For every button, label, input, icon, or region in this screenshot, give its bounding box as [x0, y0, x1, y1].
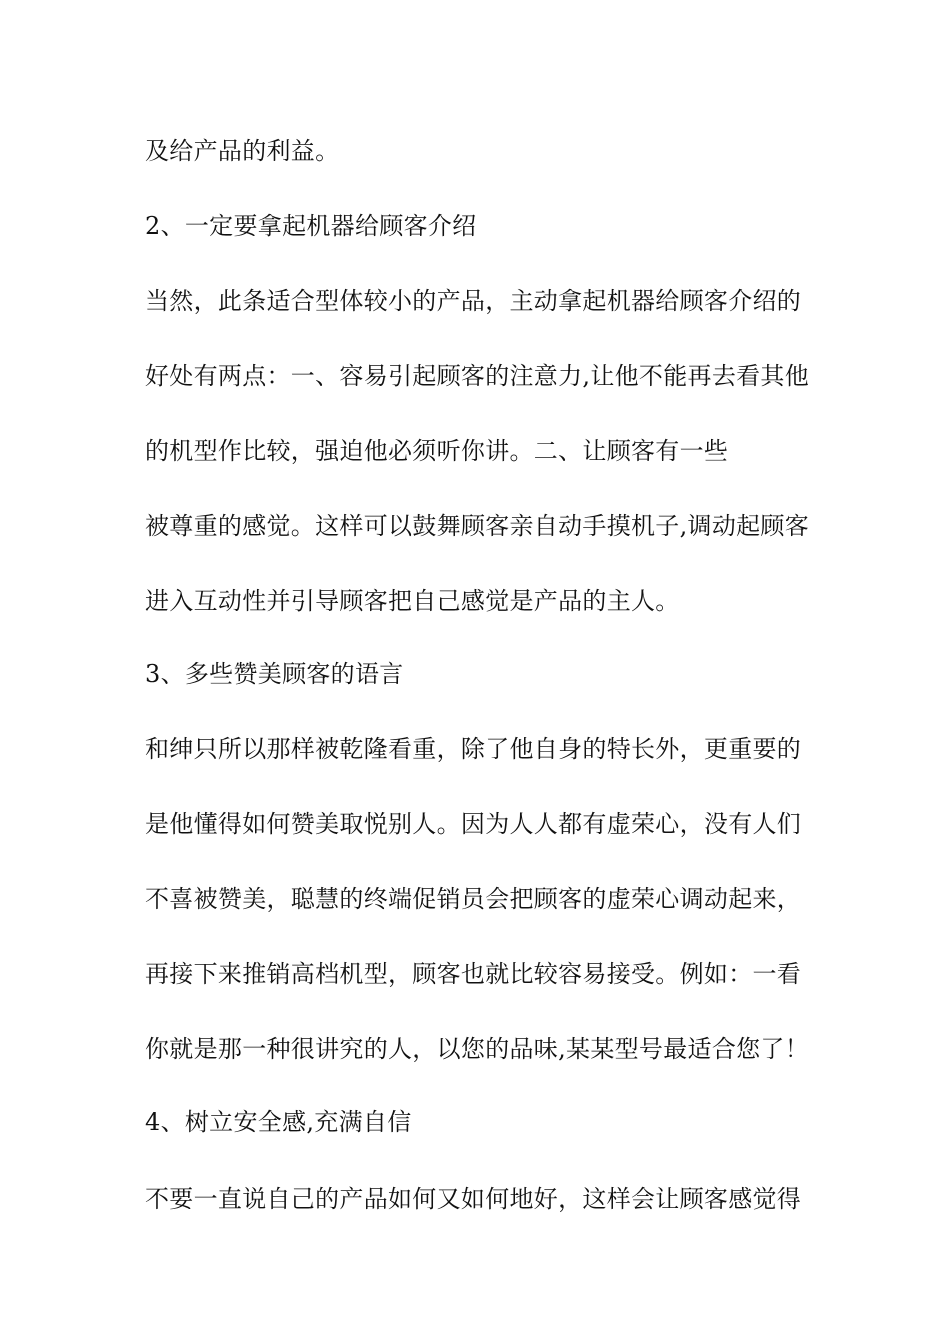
- paragraph-line: 好处有两点：一、容易引起顾客的注意力,让他不能再去看其他: [145, 362, 810, 390]
- paragraph-line: 的机型作比较，强迫他必须听你讲。二、让顾客有一些: [145, 437, 729, 465]
- paragraph-line: 当然，此条适合型体较小的产品，主动拿起机器给顾客介绍的: [145, 287, 802, 315]
- paragraph-line: 不喜被赞美，聪慧的终端促销员会把顾客的虚荣心调动起来，: [145, 885, 802, 913]
- paragraph-line: 是他懂得如何赞美取悦别人。因为人人都有虚荣心，没有人们: [145, 810, 802, 838]
- section-heading-2: 2、一定要拿起机器给顾客介绍: [145, 212, 477, 240]
- paragraph-line: 进入互动性并引导顾客把自己感觉是产品的主人。: [145, 587, 680, 615]
- section-heading-3: 3、多些赞美顾客的语言: [145, 660, 404, 688]
- paragraph-line: 不要一直说自己的产品如何又如何地好，这样会让顾客感觉得: [145, 1185, 802, 1213]
- section-heading-4: 4、树立安全感,充满自信: [145, 1108, 412, 1136]
- paragraph-line: 你就是那一种很讲究的人，以您的品味,某某型号最适合您了！: [145, 1035, 810, 1063]
- paragraph-line: 及给产品的利益。: [145, 137, 340, 165]
- paragraph-line: 被尊重的感觉。这样可以鼓舞顾客亲自动手摸机子,调动起顾客: [145, 512, 810, 540]
- paragraph-line: 再接下来推销高档机型，顾客也就比较容易接受。例如：一看: [145, 960, 802, 988]
- paragraph-line: 和绅只所以那样被乾隆看重，除了他自身的特长外，更重要的: [145, 735, 802, 763]
